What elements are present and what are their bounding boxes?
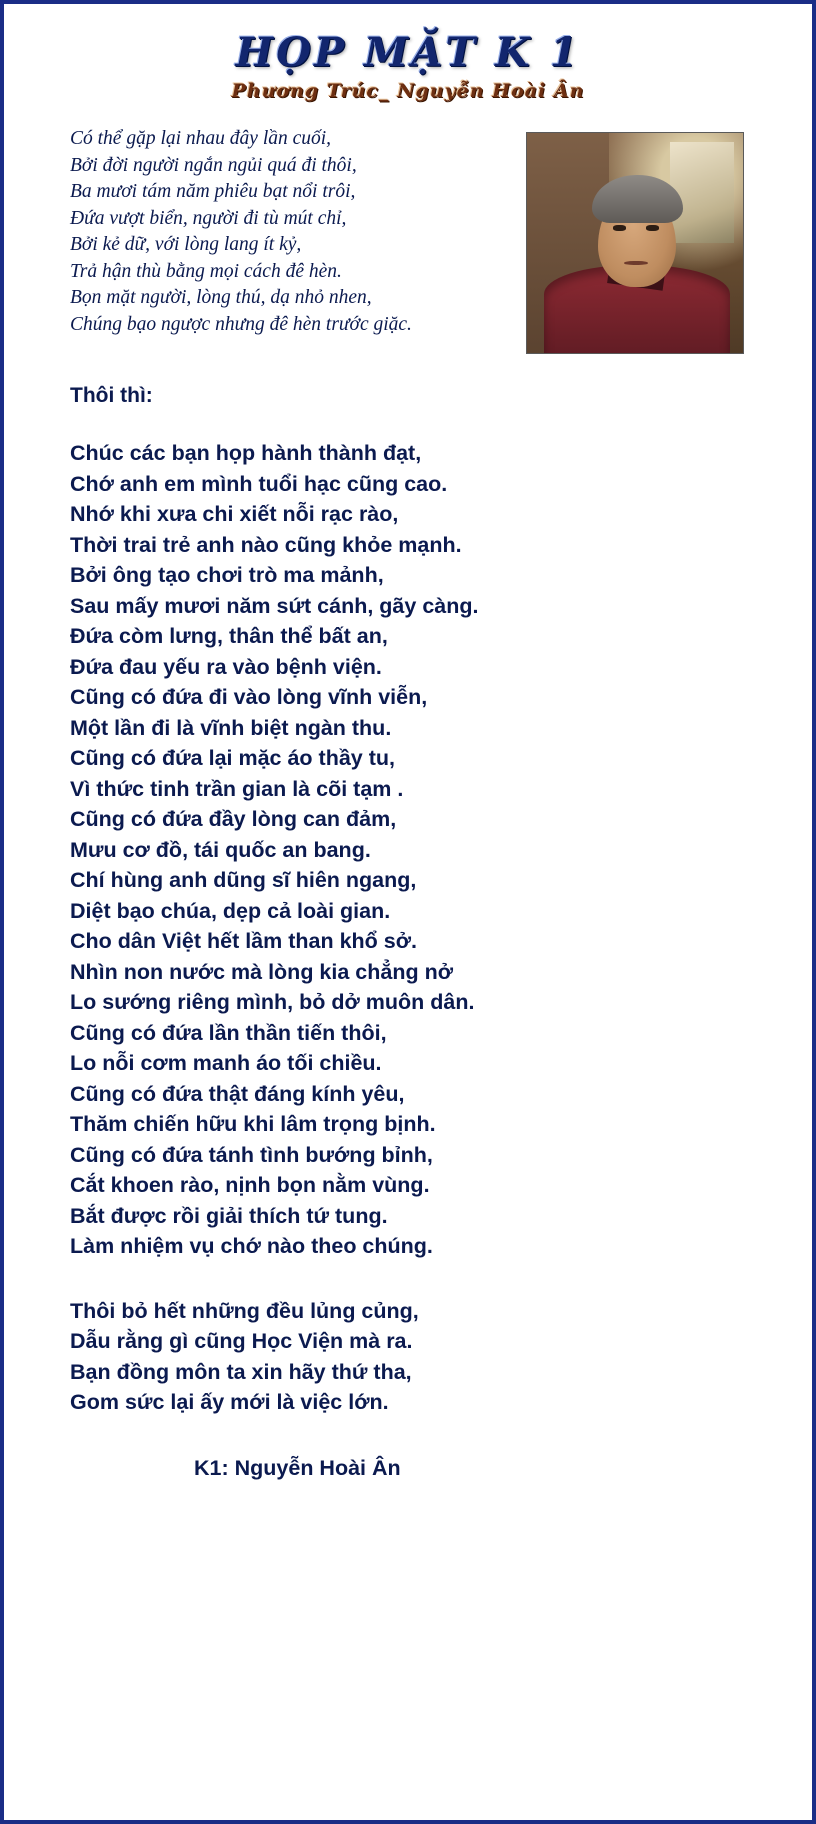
poem-line: Dẫu rằng gì cũng Học Viện mà ra. xyxy=(70,1329,413,1353)
poem-line: Chúc các bạn họp hành thành đạt, xyxy=(70,441,422,465)
main-stanza xyxy=(70,438,772,1262)
poem-line: Cũng có đứa tánh tình bướng bỉnh, xyxy=(70,1142,433,1167)
title-block xyxy=(44,29,772,102)
poem-line: Bắt được rồi giải thích tứ tung. xyxy=(70,1203,388,1228)
poem-line: Mưu cơ đồ, tái quốc an bang. xyxy=(70,837,371,862)
transition-text: Thôi thì: xyxy=(70,384,153,407)
portrait-window-light xyxy=(670,142,735,243)
poem-line: Thôi bỏ hết những đều lủng củng, xyxy=(70,1298,419,1323)
poem-line: Có thể gặp lại nhau đây lần cuối, xyxy=(70,128,332,149)
poem-line: Vì thức tinh trần gian là cõi tạm . xyxy=(70,776,404,801)
poem-line: Cũng có đứa đi vào lòng vĩnh viễn, xyxy=(70,685,428,709)
poem-line: Gom sức lại ấy mới là việc lớn. xyxy=(70,1390,389,1414)
poem-line: Làm nhiệm vụ chớ nào theo chúng. xyxy=(70,1234,433,1258)
poem-line: Cắt khoen rào, nịnh bọn nằm vùng. xyxy=(70,1173,430,1197)
poem-line: Nhìn non nước mà lòng kia chẳng nở xyxy=(70,959,453,984)
poem-line: Nhớ khi xưa chi xiết nỗi rạc rào, xyxy=(70,502,399,526)
poem-line: Bởi kẻ dữ, với lòng lang ít kỷ, xyxy=(70,234,302,255)
poem-line: Diệt bạo chúa, dẹp cả loài gian. xyxy=(70,898,391,923)
poem-line: Đứa vượt biển, người đi tù mút chỉ, xyxy=(70,207,347,229)
poem-line: Cũng có đứa thật đáng kính yêu, xyxy=(70,1081,405,1106)
poem-line: Chúng bạo ngược nhưng đê hèn trước giặc. xyxy=(70,313,412,335)
poem-line: Sau mấy mươi năm sứt cánh, gãy càng. xyxy=(70,593,479,618)
poem-line: Bởi đời người ngắn ngủi quá đi thôi, xyxy=(70,154,357,176)
poem-line: Chớ anh em mình tuổi hạc cũng cao. xyxy=(70,471,448,496)
poem-line: Lo nỗi cơm manh áo tối chiều. xyxy=(70,1051,382,1075)
poem-line: Bọn mặt người, lòng thú, dạ nhỏ nhen, xyxy=(70,287,372,308)
poem-line: Đứa đau yếu ra vào bệnh viện. xyxy=(70,654,382,679)
author-signature: K1: Nguyễn Hoài Ân xyxy=(194,1455,401,1480)
poem-line: Thời trai trẻ anh nào cũng khỏe mạnh. xyxy=(70,532,462,557)
poem-line: Đứa còm lưng, thân thể bất an, xyxy=(70,624,388,648)
poem-line: Cho dân Việt hết lầm than khổ sở. xyxy=(70,929,417,953)
page-title: HỌP MẶT K 1 xyxy=(235,29,581,76)
poem-line: Ba mươi tám năm phiêu bạt nổi trôi, xyxy=(70,181,356,202)
poem-line: Cũng có đứa lại mặc áo thầy tu, xyxy=(70,746,395,770)
poem-line: Thăm chiến hữu khi lâm trọng bịnh. xyxy=(70,1112,436,1136)
poem-line: Lo sướng riêng mình, bỏ dở muôn dân. xyxy=(70,990,475,1014)
poem-line: Bạn đồng môn ta xin hãy thứ tha, xyxy=(70,1359,412,1384)
intro-section xyxy=(44,126,772,356)
portrait-eye-right xyxy=(646,225,659,231)
closing-stanza xyxy=(70,1296,772,1418)
portrait-eye-left xyxy=(613,225,626,231)
author-subtitle: Phương Trúc_ Nguyễn Hoài Ân xyxy=(231,80,585,102)
poem-line: Trả hận thù bằng mọi cách đê hèn. xyxy=(70,260,342,282)
intro-stanza xyxy=(70,126,500,338)
document-inner xyxy=(4,4,812,1820)
author-portrait-photo xyxy=(526,132,744,354)
poem-line: Chí hùng anh dũng sĩ hiên ngang, xyxy=(70,868,417,892)
poem-line: Bởi ông tạo chơi trò ma mảnh, xyxy=(70,563,384,587)
poem-line: Cũng có đứa đầy lòng can đảm, xyxy=(70,807,397,831)
poem-line: Cũng có đứa lần thần tiến thôi, xyxy=(70,1020,387,1045)
poem-line: Một lần đi là vĩnh biệt ngàn thu. xyxy=(70,715,392,740)
